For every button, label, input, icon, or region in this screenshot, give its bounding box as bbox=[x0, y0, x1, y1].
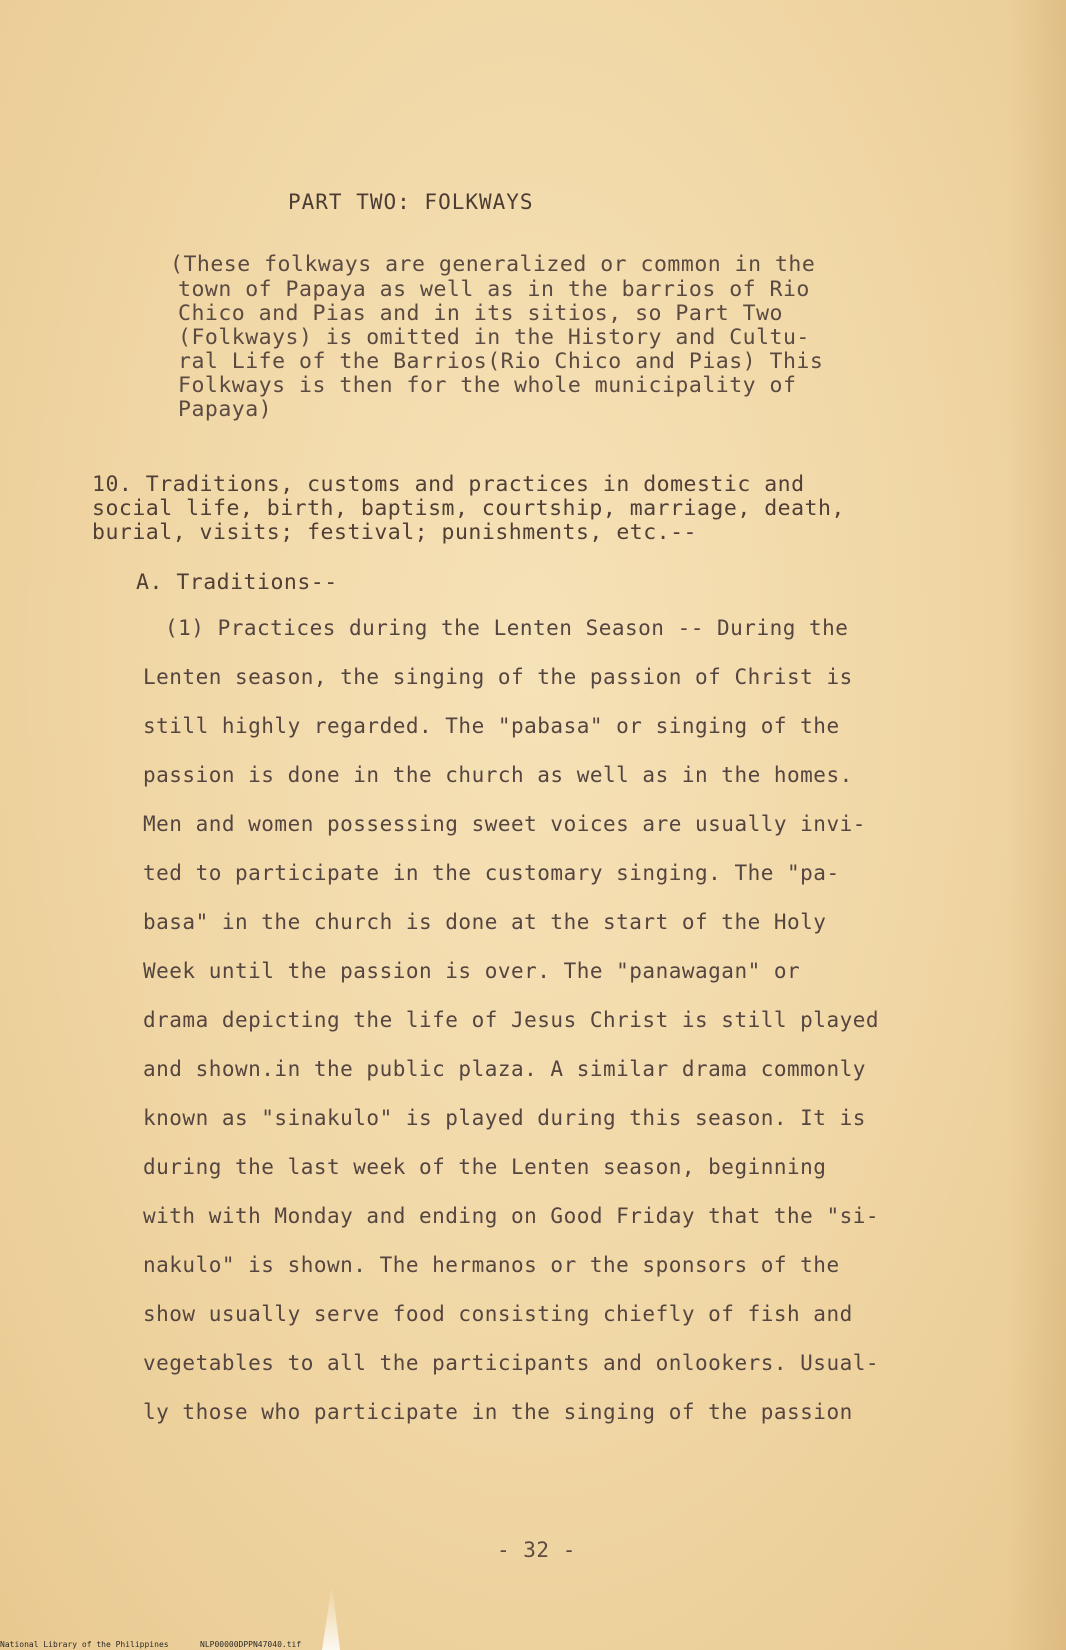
note-line: Chico and Pias and in its sitios, so Part Two bbox=[178, 301, 783, 326]
body-line: (1) Practices during the Lenten Season -- During the bbox=[165, 616, 849, 640]
note-line: ral Life of the Barrios(Rio Chico and Pias) This bbox=[178, 349, 824, 374]
body-line: during the last week of the Lenten season, beginning bbox=[143, 1155, 827, 1179]
body-line: drama depicting the life of Jesus Christ is still played bbox=[143, 1008, 880, 1032]
note-line: Papaya) bbox=[178, 397, 273, 422]
body-line: still highly regarded. The "pabasa" or singing of the bbox=[143, 714, 840, 738]
item-heading-line: burial, visits; festival; punishments, etc.-- bbox=[92, 520, 697, 545]
note-line: town of Papaya as well as in the barrios of Rio bbox=[178, 277, 810, 302]
note-line: Folkways is then for the whole municipality of bbox=[178, 373, 797, 398]
body-line: nakulo" is shown. The hermanos or the sponsors of the bbox=[143, 1253, 840, 1277]
page-title: PART TWO: FOLKWAYS bbox=[288, 190, 534, 214]
footer-source: National Library of the Philippines bbox=[0, 1640, 169, 1649]
paper-edge-shadow bbox=[1006, 0, 1066, 1650]
body-line: known as "sinakulo" is played during this season. It is bbox=[143, 1106, 866, 1130]
body-line: with with Monday and ending on Good Friday that the "si- bbox=[143, 1204, 880, 1228]
body-line: Lenten season, the singing of the passion of Christ is bbox=[143, 665, 853, 689]
note-line: (Folkways) is omitted in the History and Cultu- bbox=[178, 325, 810, 350]
note-line: (These folkways are generalized or common in the bbox=[170, 252, 816, 277]
body-line: basa" in the church is done at the start of the Holy bbox=[143, 910, 827, 934]
subheading: A. Traditions-- bbox=[136, 570, 338, 595]
body-line: Week until the passion is over. The "panawagan" or bbox=[143, 959, 801, 983]
footer-file-id: NLP00000DPPN47040.tif bbox=[200, 1640, 302, 1649]
body-line: show usually serve food consisting chiefly of fish and bbox=[143, 1302, 853, 1326]
item-heading-line: social life, birth, baptism, courtship, marriage, death, bbox=[92, 496, 845, 521]
item-heading-line: 10. Traditions, customs and practices in domestic and bbox=[92, 472, 805, 497]
body-line: vegetables to all the participants and onlookers. Usual- bbox=[143, 1351, 880, 1375]
body-line: Men and women possessing sweet voices are usually invi- bbox=[143, 812, 866, 836]
body-line: passion is done in the church as well as in the homes. bbox=[143, 763, 853, 787]
page-number: - 32 - bbox=[497, 1538, 576, 1562]
body-line: and shown.in the public plaza. A similar drama commonly bbox=[143, 1057, 866, 1081]
body-line: ted to participate in the customary singing. The "pa- bbox=[143, 861, 840, 885]
body-line: ly those who participate in the singing of the passion bbox=[143, 1400, 853, 1424]
